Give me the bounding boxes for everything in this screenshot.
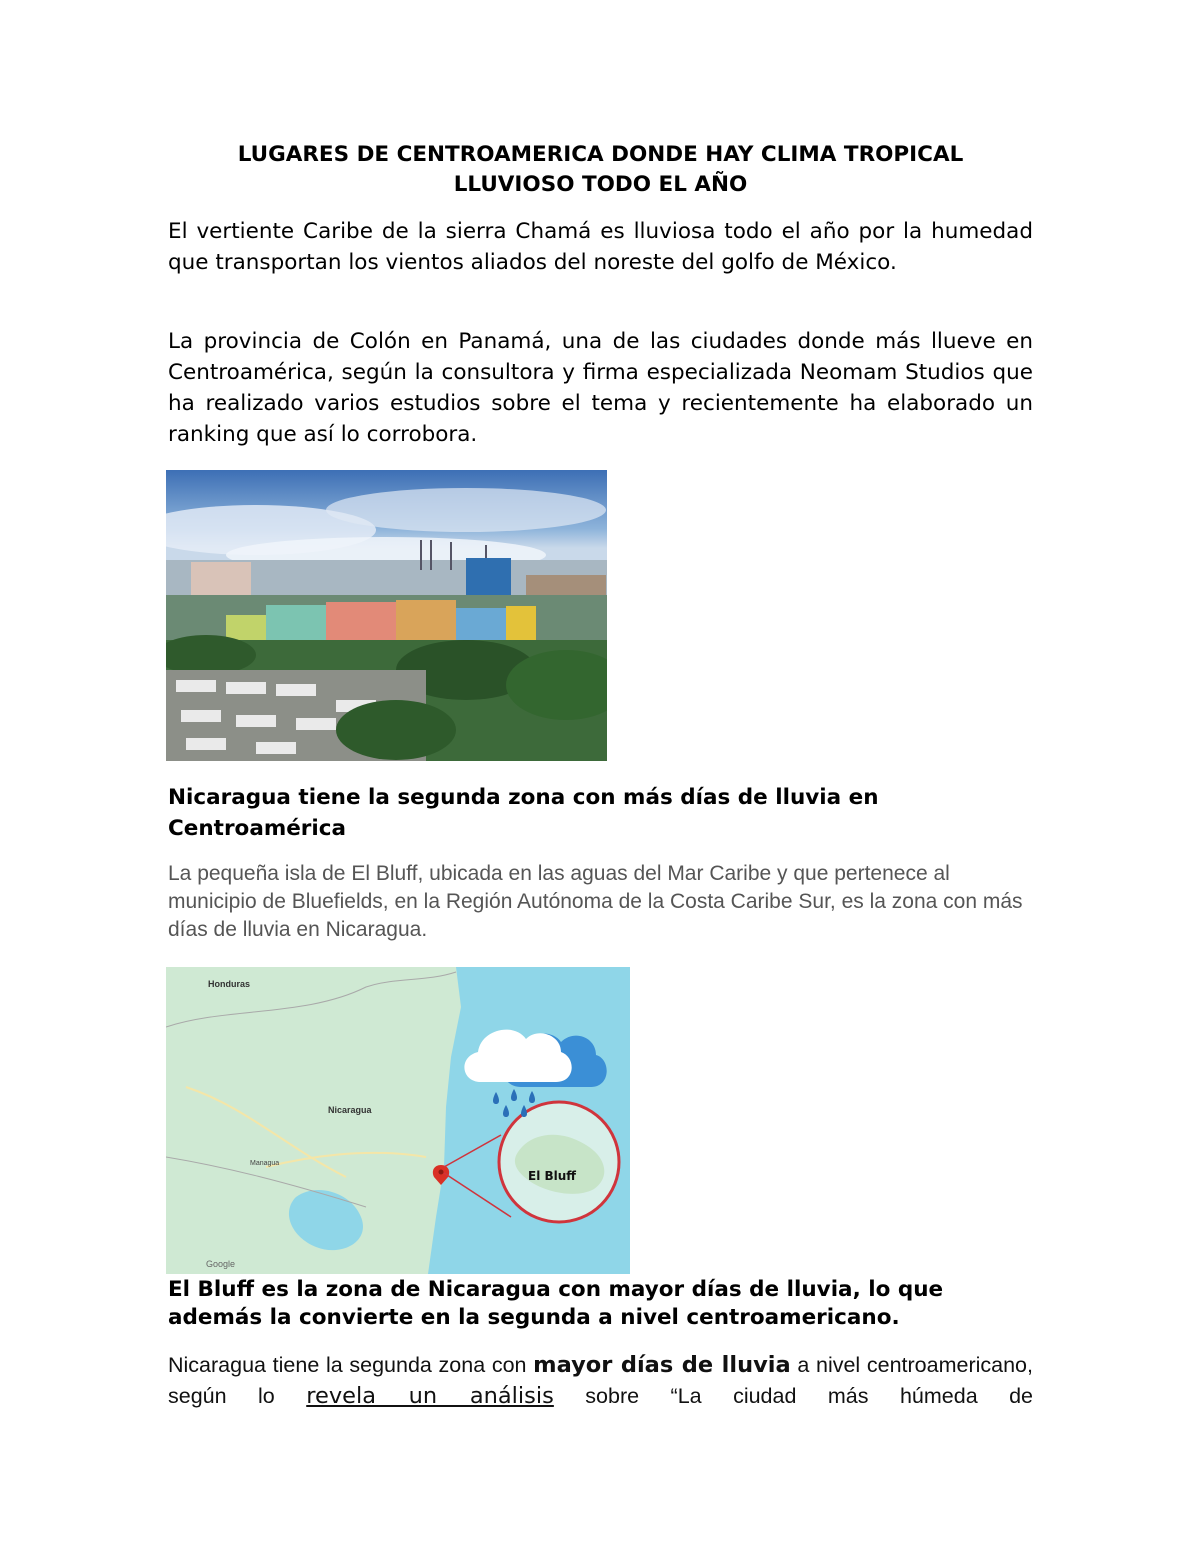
map-label-managua: Managua bbox=[250, 1160, 280, 1167]
nicaragua-map bbox=[166, 967, 630, 1274]
paragraph-analysis-text-c: sobre “La ciudad más húmeda de bbox=[553, 1384, 1034, 1408]
title-line-1: LUGARES DE CENTROAMERICA DONDE HAY CLIMA TROPICAL bbox=[237, 142, 964, 167]
analysis-link[interactable]: revela un análisis bbox=[306, 1383, 554, 1409]
heading-el-bluff: El Bluff es la zona de Nicaragua con mayor días de lluvia, lo que además la convierte en la segunda a nivel centroamericano. bbox=[168, 1277, 944, 1330]
document-title bbox=[168, 140, 1033, 200]
map-label-honduras: Honduras bbox=[208, 979, 251, 989]
map-label-elbluff: El Bluff bbox=[528, 1169, 577, 1183]
colon-city-photo bbox=[166, 470, 607, 761]
map-label-nicaragua: Nicaragua bbox=[328, 1105, 372, 1115]
paragraph-colon-panama: La provincia de Colón en Panamá, una de las ciudades donde más llueve en Centroamérica, según la consultora y firma especializada Neomam Studios que ha realizado varios estudios sobre el tema y recientemente ha elaborado un ranking que así lo corrobora. bbox=[168, 329, 1033, 447]
paragraph-analysis-text-b: a nivel centroamericano, según lo bbox=[168, 1353, 1033, 1408]
paragraph-analysis bbox=[168, 1350, 1033, 1412]
paragraph-sierra-chama: El vertiente Caribe de la sierra Chamá es lluviosa todo el año por la humedad que transportan los vientos aliados del noreste del golfo de México. bbox=[168, 219, 1033, 275]
heading-nicaragua-rain: Nicaragua tiene la segunda zona con más días de lluvia en Centroamérica bbox=[168, 785, 879, 841]
paragraph-el-bluff: La pequeña isla de El Bluff, ubicada en las aguas del Mar Caribe y que pertenece al municipio de Bluefields, en la Región Autónoma de la Costa Caribe Sur, es la zona con más días de lluvia en Nicaragua. bbox=[168, 862, 1023, 941]
paragraph-analysis-text-a: Nicaragua tiene la segunda zona con bbox=[168, 1353, 534, 1377]
map-label-google: Google bbox=[206, 1259, 236, 1269]
title-line-2: LLUVIOSO TODO EL AÑO bbox=[453, 172, 748, 197]
bold-rain-days: mayor días de lluvia bbox=[533, 1352, 791, 1378]
